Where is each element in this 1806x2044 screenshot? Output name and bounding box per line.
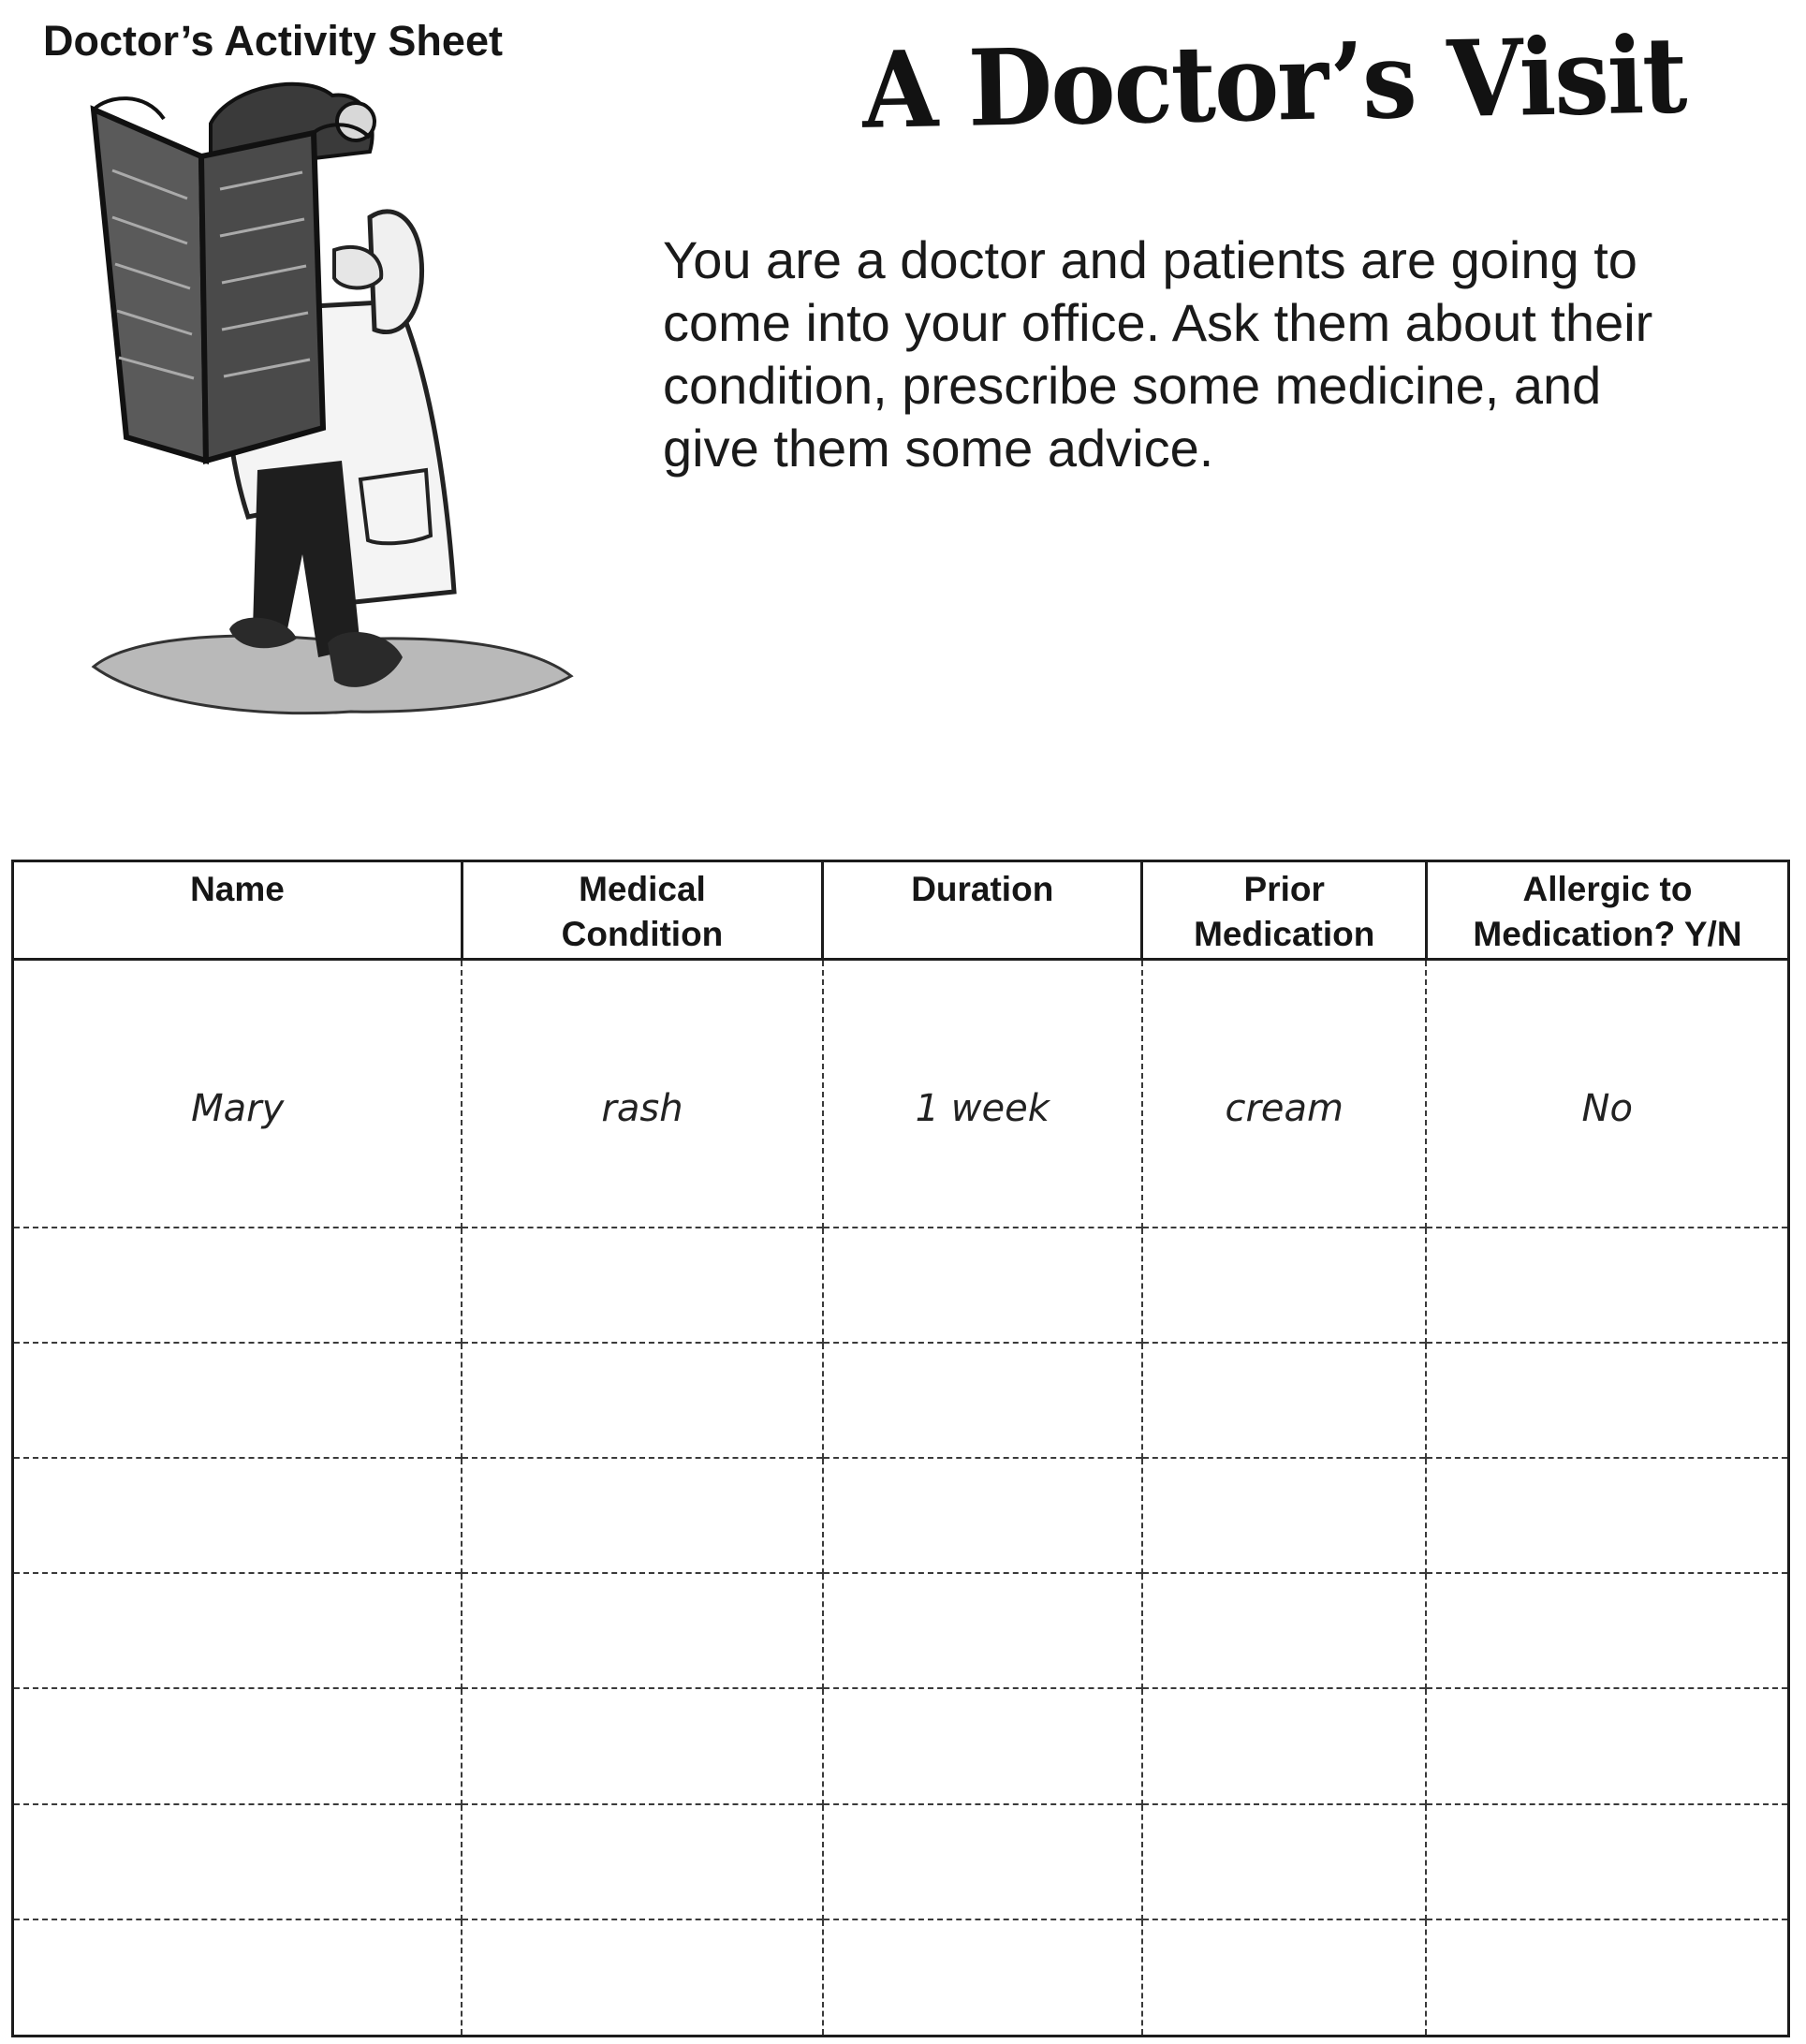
cell-prior-medication[interactable] bbox=[1142, 1919, 1427, 2037]
cell-allergic[interactable]: No bbox=[1426, 960, 1788, 1228]
table-row bbox=[13, 1228, 1789, 1343]
header-prior-medication: Prior Medication bbox=[1142, 861, 1427, 960]
cell-allergic[interactable] bbox=[1426, 1458, 1788, 1573]
doctor-reading-book-icon bbox=[89, 67, 576, 742]
cell-allergic[interactable] bbox=[1426, 1343, 1788, 1458]
cell-allergic[interactable] bbox=[1426, 1919, 1788, 2037]
cell-prior-medication[interactable] bbox=[1142, 1458, 1427, 1573]
header-name: Name bbox=[13, 861, 463, 960]
cell-name[interactable]: Mary bbox=[191, 1086, 285, 1130]
cell-medical-condition[interactable] bbox=[462, 1343, 822, 1458]
cell-allergic[interactable] bbox=[1426, 1228, 1788, 1343]
cell-medical-condition[interactable] bbox=[462, 1228, 822, 1343]
cell-medical-condition[interactable]: rash bbox=[462, 960, 822, 1228]
table-row bbox=[13, 1343, 1789, 1458]
intro-paragraph bbox=[663, 228, 1768, 479]
cell-duration[interactable] bbox=[823, 1804, 1142, 1919]
cell-name[interactable] bbox=[13, 1919, 463, 2037]
cell-prior-medication[interactable] bbox=[1142, 1804, 1427, 1919]
header-allergic: Allergic to Medication? Y/N bbox=[1426, 861, 1788, 960]
table-row bbox=[13, 1573, 1789, 1688]
cell-allergic[interactable] bbox=[1426, 1688, 1788, 1803]
cell-prior-medication[interactable]: cream bbox=[1142, 960, 1427, 1228]
cell-duration[interactable] bbox=[823, 1228, 1142, 1343]
cell-medical-condition[interactable] bbox=[462, 1688, 822, 1803]
table-row bbox=[13, 1919, 1789, 2037]
cell-allergic[interactable] bbox=[1426, 1804, 1788, 1919]
intro-line: come into your office. Ask them about their bbox=[663, 293, 1653, 352]
cell-medical-condition[interactable] bbox=[462, 1458, 822, 1573]
cell-name[interactable] bbox=[13, 1573, 463, 1688]
cell-duration[interactable] bbox=[823, 1919, 1142, 2037]
table-header-row bbox=[13, 861, 1789, 960]
cell-prior-medication[interactable] bbox=[1142, 1343, 1427, 1458]
page-title: A Doctor’s Visit bbox=[861, 12, 1687, 153]
table-row bbox=[13, 1804, 1789, 1919]
cell-duration[interactable] bbox=[823, 1688, 1142, 1803]
table-row bbox=[13, 960, 1789, 1228]
cell-name[interactable] bbox=[13, 1228, 463, 1343]
cell-duration[interactable]: 1 week bbox=[823, 960, 1142, 1228]
cell-name[interactable] bbox=[13, 1343, 463, 1458]
cell-name[interactable] bbox=[13, 1804, 463, 1919]
header-medical-condition: Medical Condition bbox=[462, 861, 822, 960]
sheet-label: Doctor’s Activity Sheet bbox=[43, 17, 503, 65]
cell-duration[interactable] bbox=[823, 1343, 1142, 1458]
table-row bbox=[13, 1688, 1789, 1803]
intro-line: give them some advice. bbox=[663, 419, 1214, 478]
table-row bbox=[13, 1458, 1789, 1573]
cell-medical-condition[interactable] bbox=[462, 1804, 822, 1919]
cell-medical-condition[interactable] bbox=[462, 1573, 822, 1688]
cell-prior-medication[interactable] bbox=[1142, 1573, 1427, 1688]
cell-duration[interactable] bbox=[823, 1458, 1142, 1573]
cell-duration[interactable] bbox=[823, 1573, 1142, 1688]
cell-name[interactable] bbox=[13, 1688, 463, 1803]
header-duration: Duration bbox=[823, 861, 1142, 960]
intro-line: condition, prescribe some medicine, and bbox=[663, 356, 1602, 415]
intro-line: You are a doctor and patients are going to bbox=[663, 230, 1637, 289]
cell-allergic[interactable] bbox=[1426, 1573, 1788, 1688]
cell-prior-medication[interactable] bbox=[1142, 1228, 1427, 1343]
cell-medical-condition[interactable] bbox=[462, 1919, 822, 2037]
patient-log-table bbox=[11, 860, 1790, 2037]
cell-name[interactable] bbox=[13, 1458, 463, 1573]
cell-prior-medication[interactable] bbox=[1142, 1688, 1427, 1803]
